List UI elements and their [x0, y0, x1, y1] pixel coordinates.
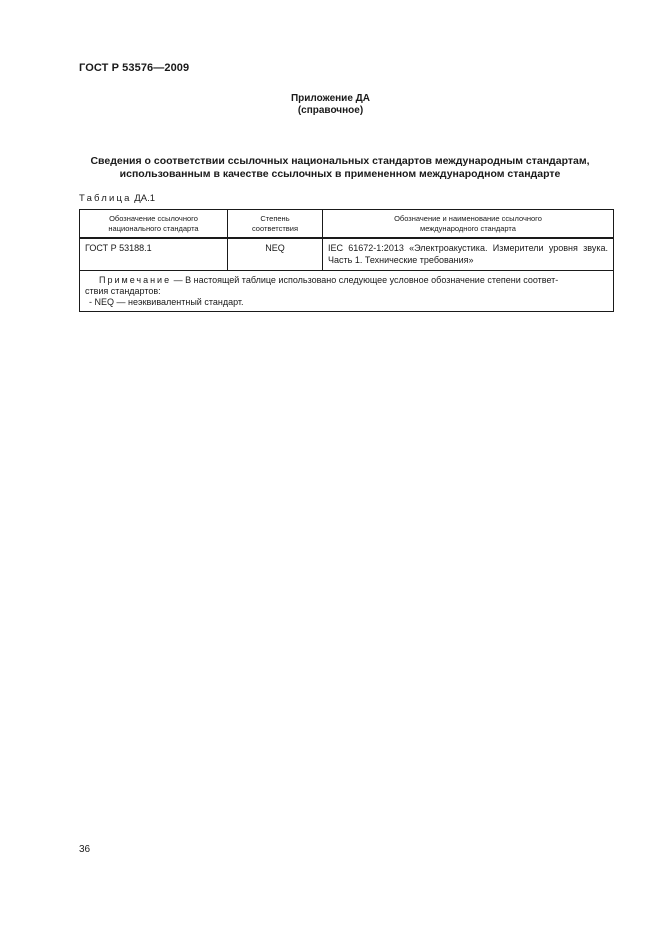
header-text: Обозначение ссылочного — [109, 214, 198, 223]
document-code: ГОСТ Р 53576—2009 — [79, 62, 190, 74]
note-item: - NEQ — неэквивалентный стандарт. — [89, 297, 244, 307]
table-row — [80, 238, 614, 271]
page-number: 36 — [79, 844, 91, 855]
section-title — [60, 155, 620, 181]
note-line: ствия стандартов: — [85, 286, 161, 296]
header-degree — [228, 210, 323, 239]
header-international-standard — [323, 210, 614, 239]
annex-subtitle: (справочное) — [297, 105, 364, 116]
header-text: Обозначение и наименование ссылочного — [394, 214, 542, 223]
cell-degree: NEQ — [228, 238, 323, 271]
header-text: Степень — [260, 214, 290, 223]
header-text: соответствия — [251, 224, 299, 233]
table-note — [80, 271, 614, 312]
note-line — [85, 275, 608, 286]
header-national-standard — [80, 210, 228, 239]
header-text: национального стандарта — [108, 224, 199, 233]
annex-heading — [0, 93, 661, 117]
note-text: — В настоящей таблице использовано следующее условное обозначение степени соответ- — [171, 275, 559, 285]
annex-title: Приложение ДА — [290, 93, 371, 104]
table-caption — [79, 193, 155, 204]
table-caption-number: ДА.1 — [134, 193, 155, 204]
section-title-line: Сведения о соответствии ссылочных национальных стандартов международным стандартам, — [90, 155, 590, 167]
cell-international-standard: IEC 61672-1:2013 «Электроакустика. Измерители уровня звука. Часть 1. Технические требования» — [323, 238, 614, 271]
section-title-line: использованным в качестве ссылочных в примененном международном стандарте — [119, 168, 561, 180]
standards-correspondence-table — [79, 209, 614, 312]
note-label: Примечание — [99, 275, 172, 285]
table-note-row — [80, 271, 614, 312]
table-caption-word: Таблица — [79, 193, 132, 204]
header-text: международного стандарта — [420, 224, 516, 233]
table-header-row — [80, 210, 614, 239]
cell-national-standard: ГОСТ Р 53188.1 — [80, 238, 228, 271]
